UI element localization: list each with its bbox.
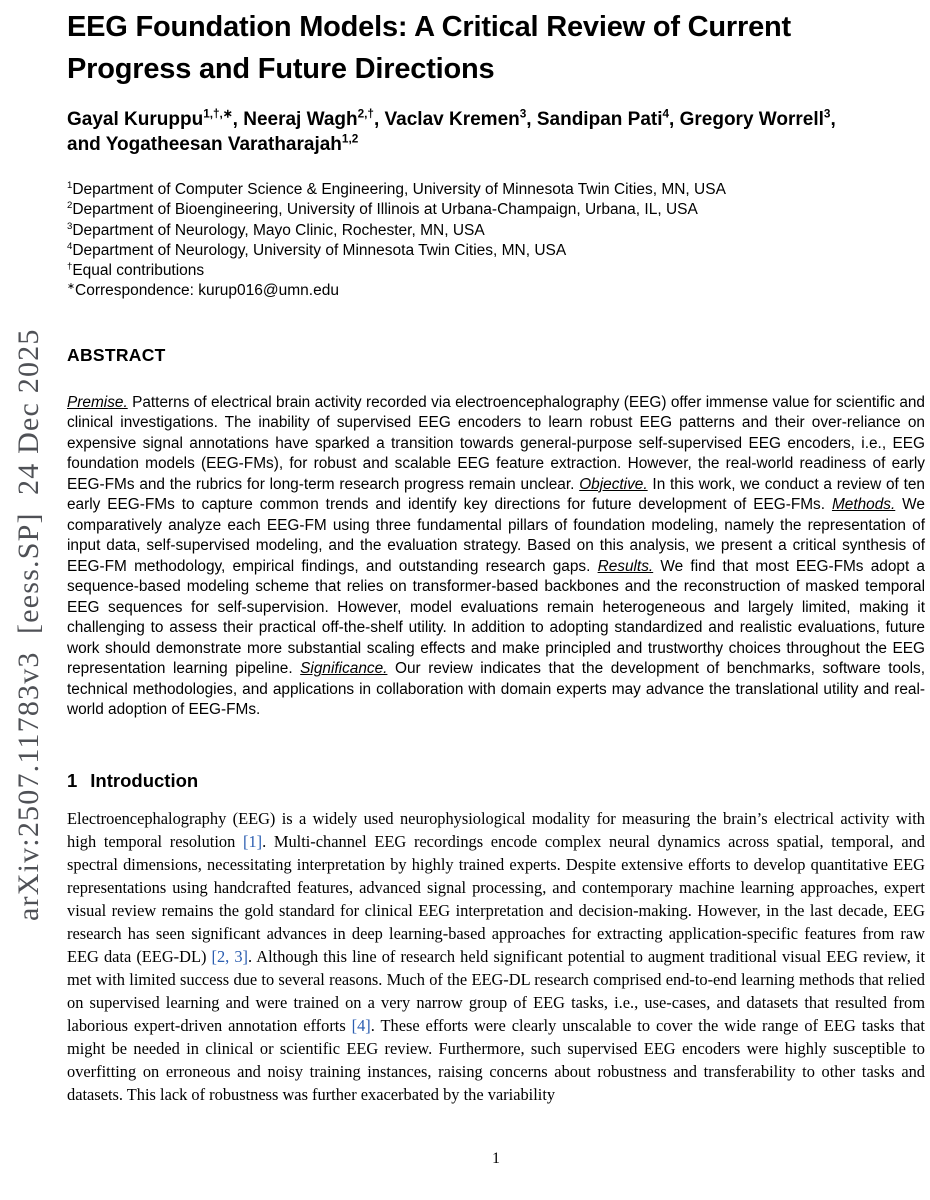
citation-link[interactable]: [4] xyxy=(351,1015,371,1035)
section-heading-introduction xyxy=(67,770,925,792)
superscript: 3 xyxy=(67,220,73,232)
superscript: † xyxy=(67,261,73,273)
page-number: 1 xyxy=(492,1150,500,1167)
paper-content-column xyxy=(67,6,925,1106)
paper-title-line-1: EEG Foundation Models: A Critical Review of Current xyxy=(67,11,791,43)
superscript: 1 xyxy=(67,179,73,191)
paper-title xyxy=(67,6,925,90)
affiliation-line: $^1$Department of Computer Science & Engineering, University of Minnesota Twin Cities, MN, USA xyxy=(67,179,726,198)
affiliation-line: ∗Correspondence: kurup016@umn.edu xyxy=(67,281,339,300)
citation-link[interactable]: [1] xyxy=(242,831,263,851)
text-run: In this work, we conduct a review of ten early EEG-FMs to capture common trends and identify key directions for future development of EEG-FMs. xyxy=(67,475,925,514)
superscript: 4 xyxy=(662,107,670,121)
section-number: 1 xyxy=(67,769,78,791)
text-run: Gayal Kuruppu xyxy=(67,109,204,130)
affiliation-line: $^3$Department of Neurology, Mayo Clinic, Rochester, MN, USA xyxy=(67,220,485,239)
text-run: Electroencephalography (EEG) is a widely used neurophysiological modality for measuring the brain’s electrical activity with high temporal resolution xyxy=(67,808,925,851)
author-list xyxy=(67,107,925,157)
abstract-stage-label: Results. xyxy=(597,557,654,575)
text-run: . Multi-channel EEG recordings encode complex neural dynamics across spatial, temporal, and spectral dimensions, necessitating interpretation by highly trained experts. Despite extensive efforts to develop quantitative EEG representations using handcrafted features, advanced signal processing, and contemporary machine learning approaches, expert visual review remains the gold standard for clinical EEG interpretation and decision-making. However, in the last decade, EEG research has seen significant advances in deep learning-based approaches for extracting application-specific features from raw EEG data (EEG-DL) xyxy=(67,831,925,966)
affiliation-line: $^4$Department of Neurology, University of Minnesota Twin Cities, MN, USA xyxy=(67,240,567,259)
superscript: 3 xyxy=(519,107,527,121)
text-run: , xyxy=(830,109,836,130)
arxiv-stamp: arXiv:2507.11783v3 [eess.SP] 24 Dec 2025 xyxy=(12,328,45,921)
abstract-heading: ABSTRACT xyxy=(67,344,166,365)
abstract-stage-label: Methods. xyxy=(831,496,896,514)
text-run: We find that most EEG-FMs adopt a sequence-based modeling scheme that relies on transformer-based backbones and the reconstruction of masked temporal EEG sequences for self-supervision. However, model evaluations remain heterogeneous and largely limited, making it challenging to assess their practical off-the-shelf utility. In addition to adopting standardized and realistic evaluations, future work should demonstrate more substantial scaling effects and make principled and trustworthy choices throughout the EEG representation learning pipeline. xyxy=(67,557,925,678)
text-run: Our review indicates that the development of benchmarks, software tools, technical methodologies, and applications in collaboration with domain experts may advance the translational utility and real-world adoption of EEG-FMs. xyxy=(67,660,925,719)
superscript: ∗ xyxy=(67,281,76,293)
abstract-stage-label: Objective. xyxy=(579,475,648,493)
superscript: 1,†,∗ xyxy=(203,107,233,121)
abstract-text xyxy=(67,393,925,721)
superscript: 1,2 xyxy=(341,132,359,146)
affiliation-line: $^2$Department of Bioengineering, University of Illinois at Urbana-Champaign, Urbana, IL, USA xyxy=(67,200,698,219)
text-run: . These efforts were clearly unscalable to cover the wide range of EEG tasks that might be needed in clinical or scientific EEG review. Furthermore, such supervised EEG encoders were highly susceptible to overfitting on erroneous and noisy training instances, raising concerns about robustness and transferability to other tasks and datasets. This lack of robustness was further exacerbated by the variability xyxy=(67,1015,925,1104)
superscript: 2,† xyxy=(357,107,374,121)
superscript: 3 xyxy=(823,107,831,121)
text-run: , Neeraj Wagh xyxy=(232,109,358,130)
affiliation-list xyxy=(67,180,925,302)
text-run: We comparatively analyze each EEG-FM using three fundamental pillars of foundation modeling, namely the representation of input data, self-supervised modeling, and the evaluation strategy. Based on this analysis, we present a critical synthesis of EEG-FM methodology, empirical findings, and outstanding research gaps. xyxy=(67,496,925,575)
introduction-paragraph xyxy=(67,807,925,1106)
text-run: . Although this line of research held significant potential to augment traditional visual EEG review, it met with limited success due to several reasons. Much of the EEG-DL research comprised end-to-end learning methods that relied on supervised learning and were trained on a very narrow group of EEG tasks, i.e., use-cases, and datasets that resulted from laborious expert-driven annotation efforts xyxy=(67,946,925,1035)
abstract-stage-label: Premise. xyxy=(67,393,128,411)
superscript: 2 xyxy=(67,200,73,212)
text-run: and Yogatheesan Varatharajah xyxy=(67,134,342,155)
section-title: Introduction xyxy=(90,769,199,791)
superscript: 4 xyxy=(67,240,73,252)
abstract-stage-label: Significance. xyxy=(300,660,388,678)
affiliation-line: †Equal contributions xyxy=(67,261,205,280)
paper-title-line-2: Progress and Future Directions xyxy=(67,53,495,85)
citation-link[interactable]: [2, 3] xyxy=(211,946,249,966)
text-run: , Gregory Worrell xyxy=(669,109,824,130)
text-run: , Sandipan Pati xyxy=(526,109,663,130)
text-run: , Vaclav Kremen xyxy=(373,109,520,130)
text-run: Patterns of electrical brain activity recorded via electroencephalography (EEG) offer immense value for scientific and clinical investigations. The inability of supervised EEG encoders to learn robust EEG patterns and their over-reliance on expensive signal annotations have sparked a transition towards general-purpose self-supervised EEG encoders, i.e., EEG foundation models (EEG-FMs), for robust and scalable EEG feature extraction. However, the real-world readiness of early EEG-FMs and the rubrics for long-term research progress remain unclear. xyxy=(67,393,925,493)
